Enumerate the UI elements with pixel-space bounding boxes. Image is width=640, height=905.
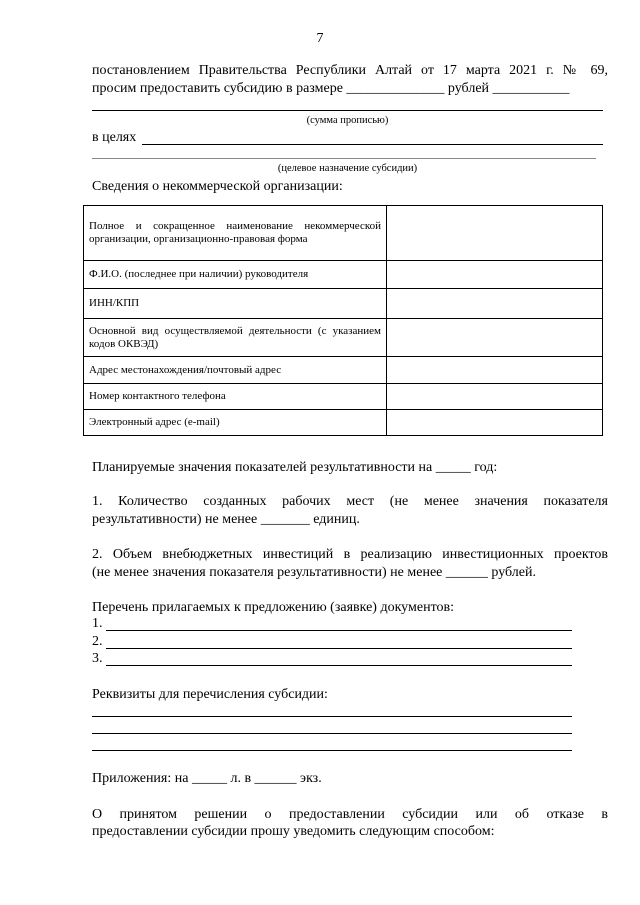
purpose-line-1[interactable] <box>142 144 603 145</box>
notification-line-2: предоставлении субсидии прошу уведомить следующим способом: <box>92 824 495 839</box>
row-label-address: Адрес местонахождения/почтовый адрес <box>84 357 387 384</box>
amount-kopecks-blank[interactable]: ___________ <box>492 81 570 96</box>
amount-caption: (сумма прописью) <box>306 115 389 126</box>
indicator-2-line-2: (не менее значения показателя результативности) не менее ______ рублей. <box>92 565 536 580</box>
amount-blank[interactable]: ______________ <box>346 81 445 96</box>
org-info-table <box>83 205 603 436</box>
requisites-line-3[interactable] <box>92 750 572 751</box>
table-row <box>84 357 603 384</box>
row-label-phone: Номер контактного телефона <box>84 384 387 410</box>
notification-line-1: О принятом решении о предоставлении субсидии или об отказе в <box>92 807 608 822</box>
org-info-heading: Сведения о некоммерческой организации: <box>92 179 343 194</box>
table-row <box>84 410 603 436</box>
purpose-line-2[interactable] <box>92 158 596 159</box>
table-row <box>84 384 603 410</box>
page-number: 7 <box>316 31 324 46</box>
row-value-phone[interactable] <box>387 384 603 410</box>
row-value-org-name[interactable] <box>387 206 603 261</box>
requisites-line-1[interactable] <box>92 716 572 717</box>
intro-line-2 <box>92 80 570 98</box>
documents-heading: Перечень прилагаемых к предложению (заявке) документов: <box>92 600 454 615</box>
document-item-1-number: 1. <box>92 616 103 631</box>
intro-line-1: постановлением Правительства Республики Алтай от 17 марта 2021 г. № 69, <box>92 63 608 78</box>
table-row <box>84 289 603 319</box>
row-value-director[interactable] <box>387 261 603 289</box>
document-item-3-number: 3. <box>92 651 103 666</box>
purpose-caption: (целевое назначение субсидии) <box>277 163 418 174</box>
indicators-heading: Планируемые значения показателей результативности на _____ год: <box>92 460 498 475</box>
document-item-3-line[interactable] <box>106 665 572 666</box>
row-label-org-name: Полное и сокращенное наименование некоммерческой организации, организационно-правовая форма <box>84 206 387 261</box>
table-row <box>84 206 603 261</box>
row-label-inn-kpp: ИНН/КПП <box>84 289 387 319</box>
table-row <box>84 261 603 289</box>
row-value-inn-kpp[interactable] <box>387 289 603 319</box>
row-label-email: Электронный адрес (e-mail) <box>84 410 387 436</box>
attachments-text: Приложения: на _____ л. в ______ экз. <box>92 771 322 786</box>
row-value-activity[interactable] <box>387 319 603 357</box>
indicator-1-line-2: результативности) не менее _______ единиц. <box>92 512 360 527</box>
purpose-label: в целях <box>92 130 137 145</box>
row-label-activity: Основной вид осуществляемой деятельности (с указанием кодов ОКВЭД) <box>84 319 387 357</box>
indicator-2-line-1: 2. Объем внебюджетных инвестиций в реализацию инвестиционных проектов <box>92 547 608 562</box>
document-item-2-line[interactable] <box>106 648 572 649</box>
table-row <box>84 319 603 357</box>
currency-word: рублей <box>447 81 490 96</box>
row-label-director: Ф.И.О. (последнее при наличии) руководителя <box>84 261 387 289</box>
row-value-address[interactable] <box>387 357 603 384</box>
amount-in-words-line[interactable] <box>92 110 603 111</box>
indicator-1-line-1: 1. Количество созданных рабочих мест (не менее значения показателя <box>92 494 608 509</box>
requisites-line-2[interactable] <box>92 733 572 734</box>
row-value-email[interactable] <box>387 410 603 436</box>
requisites-heading: Реквизиты для перечисления субсидии: <box>92 687 328 702</box>
document-item-1-line[interactable] <box>106 630 572 631</box>
document-item-2-number: 2. <box>92 634 103 649</box>
intro-line-2-text: просим предоставить субсидию в размере <box>92 81 343 96</box>
